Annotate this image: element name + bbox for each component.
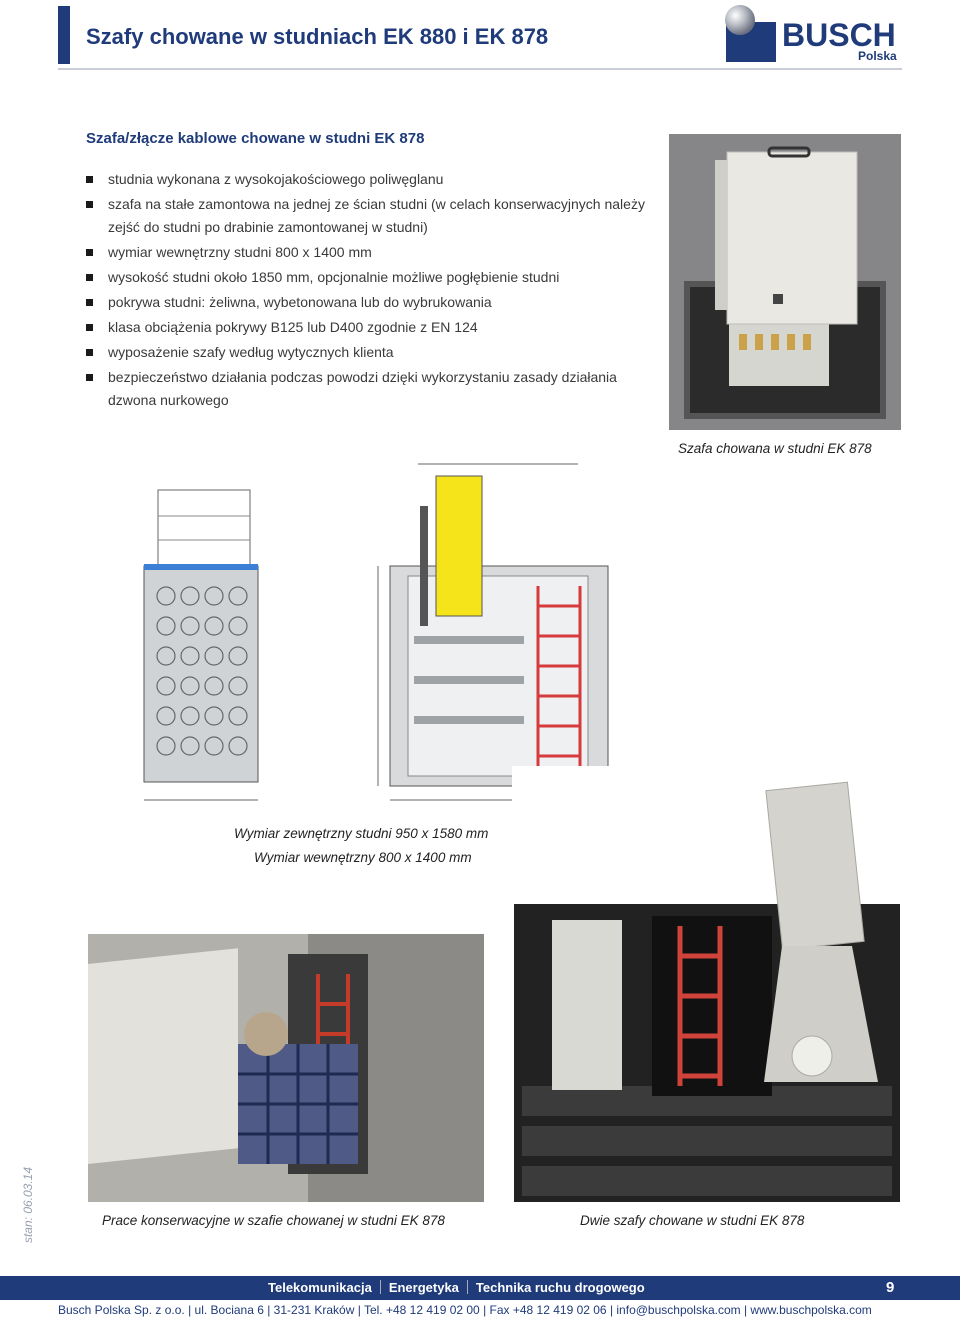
caption-cabinet: Szafa chowana w studni EK 878 <box>678 441 872 456</box>
caption-drawing-line2: Wymiar wewnętrzny 800 x 1400 mm <box>254 850 472 865</box>
footer-category: Telekomunikacja <box>268 1280 372 1295</box>
svg-text:Polska: Polska <box>858 49 897 63</box>
list-item: wymiar wewnętrzny studni 800 x 1400 mm <box>86 241 656 264</box>
bullet-square-icon <box>86 249 93 256</box>
bullet-square-icon <box>86 324 93 331</box>
technical-drawing <box>118 436 630 822</box>
svg-text:BUSCH: BUSCH <box>782 17 896 53</box>
list-item: wyposażenie szafy według wytycznych klienta <box>86 341 656 364</box>
list-item: wysokość studni około 1850 mm, opcjonalnie możliwe pogłębienie studni <box>86 266 656 289</box>
bullet-square-icon <box>86 374 93 381</box>
bullet-square-icon <box>86 274 93 281</box>
cabinet-photo <box>669 134 901 430</box>
busch-logo <box>720 4 904 64</box>
list-item: studnia wykonana z wysokojakościowego poliwęglanu <box>86 168 656 191</box>
footer-category: Technika ruchu drogowego <box>475 1280 645 1295</box>
bullet-square-icon <box>86 176 93 183</box>
feature-list <box>86 168 656 414</box>
footer-categories <box>268 1280 645 1295</box>
list-item: szafa na stałe zamontowa na jednej ze ścian studni (w celach konserwacyjnych należy zejść do studni po drabinie zamontowanej w studni) <box>86 193 656 239</box>
two-cabinets-photo <box>512 766 902 1202</box>
page-number: 9 <box>886 1279 895 1296</box>
list-item: bezpieczeństwo działania podczas powodzi dzięki wykorzystaniu zasady działania dzwona nurkowego <box>86 366 656 412</box>
caption-maintenance: Prace konserwacyjne w szafie chowanej w studni EK 878 <box>102 1213 445 1228</box>
caption-drawing-line1: Wymiar zewnętrzny studni 950 x 1580 mm <box>234 826 489 841</box>
header-accent-bar <box>58 6 70 64</box>
caption-two-cabinets: Dwie szafy chowane w studni EK 878 <box>580 1213 805 1228</box>
list-item: klasa obciążenia pokrywy B125 lub D400 zgodnie z EN 124 <box>86 316 656 339</box>
footer-category: Energetyka <box>388 1280 459 1295</box>
footer-contact: Busch Polska Sp. z o.o. | ul. Bociana 6 | 31-231 Kraków | Tel. +48 12 419 02 00 | Fax +48 12 419 02 06 | info@buschpolska.com | www.buschpolska.com <box>58 1303 872 1317</box>
date-stamp: stan: 06.03.14 <box>21 1166 36 1244</box>
maintenance-photo <box>88 934 484 1202</box>
header-rule <box>58 68 902 70</box>
bullet-square-icon <box>86 349 93 356</box>
page-title: Szafy chowane w studniach EK 880 i EK 878 <box>86 24 549 49</box>
bullet-square-icon <box>86 299 93 306</box>
list-item: pokrywa studni: żeliwna, wybetonowana lub do wybrukowania <box>86 291 656 314</box>
section-title: Szafa/złącze kablowe chowane w studni EK 878 <box>86 130 425 147</box>
bullet-square-icon <box>86 201 93 208</box>
